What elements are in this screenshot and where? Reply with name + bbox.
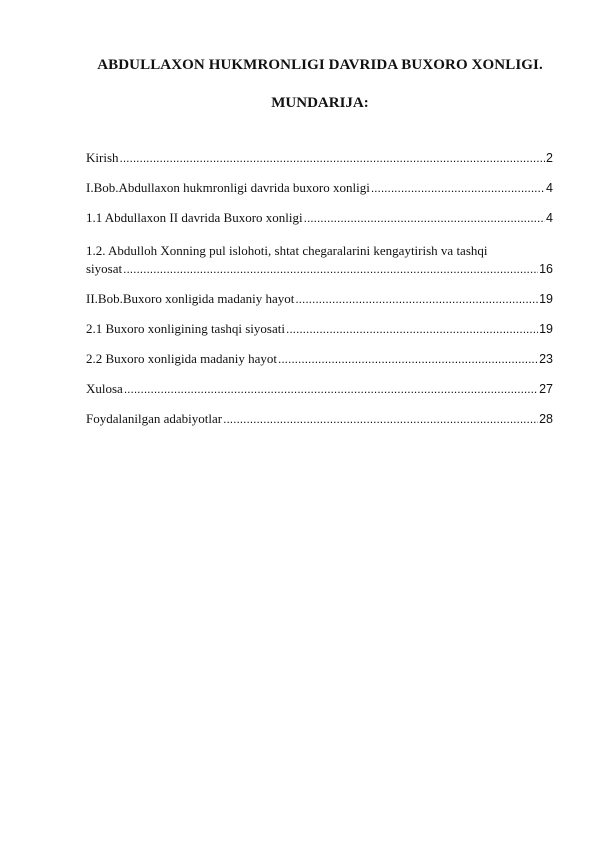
toc-dot-leader (123, 262, 538, 276)
toc-dot-leader (295, 292, 538, 306)
toc-entry-xulosa[interactable] (86, 381, 553, 402)
toc-entry-section-1-2[interactable] (86, 240, 553, 282)
toc-entry-label: Kirish (86, 150, 119, 165)
toc-page-number: 23 (539, 352, 553, 366)
toc-entry-kirish[interactable] (86, 150, 553, 171)
toc-entry-label: 2.1 Buxoro xonligining tashqi siyosati (86, 321, 285, 336)
toc-entry-label: Xulosa (86, 381, 123, 396)
toc-entry-label: I.Bob.Abdullaxon hukmronligi davrida buxoro xonligi (86, 180, 370, 195)
toc-entry-label: Foydalanilgan adabiyotlar (86, 411, 223, 426)
toc-dot-leader (371, 181, 545, 195)
toc-dot-leader (120, 151, 546, 165)
toc-dot-leader (286, 322, 538, 336)
table-of-contents (86, 150, 553, 441)
toc-dot-leader (304, 211, 545, 225)
toc-heading: MUNDARIJA: (271, 95, 369, 111)
toc-entry-bibliography[interactable] (86, 411, 553, 432)
toc-page-number: 2 (546, 151, 553, 165)
toc-entry-label-line2: siyosat (86, 261, 123, 276)
toc-page-number: 4 (546, 181, 553, 195)
toc-dot-leader (278, 352, 538, 366)
toc-entry-section-1-1[interactable] (86, 210, 553, 231)
toc-entry-section-2-1[interactable] (86, 321, 553, 342)
toc-entry-chapter-1[interactable] (86, 180, 553, 201)
toc-dot-leader (124, 382, 538, 396)
toc-entry-label: 1.1 Abdullaxon II davrida Buxoro xonligi (86, 210, 303, 225)
toc-entry-label: II.Bob.Buxoro xonligida madaniy hayot (86, 291, 295, 306)
toc-page-number: 28 (539, 412, 553, 426)
toc-page-number: 4 (546, 211, 553, 225)
toc-dot-leader (223, 412, 538, 426)
toc-entry-label-line1: 1.2. Abdulloh Xonning pul islohoti, shtat chegaralarini kengaytirish va tashqi (86, 243, 488, 258)
toc-page-number: 19 (539, 292, 553, 306)
toc-page-number: 16 (539, 262, 553, 276)
toc-entry-label: 2.2 Buxoro xonligida madaniy hayot (86, 351, 278, 366)
toc-page-number: 19 (539, 322, 553, 336)
toc-entry-chapter-2[interactable] (86, 291, 553, 312)
document-title: ABDULLAXON HUKMRONLIGI DAVRIDA BUXORO XONLIGI. (97, 57, 543, 73)
toc-page-number: 27 (539, 382, 553, 396)
toc-entry-section-2-2[interactable] (86, 351, 553, 372)
